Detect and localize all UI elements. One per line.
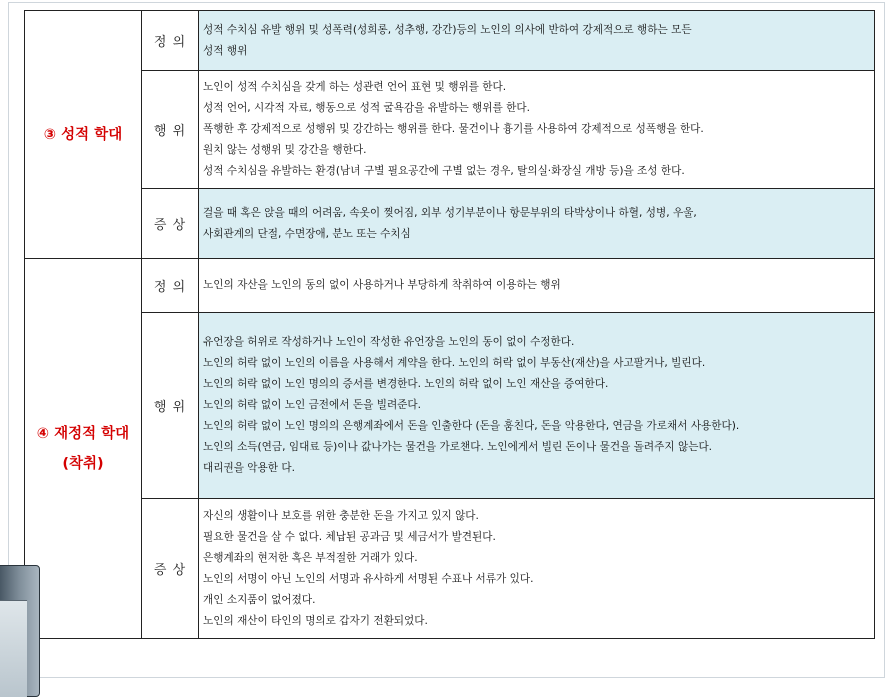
content-line: 노인의 허락 없이 노인 명의의 은행계좌에서 돈을 인출한다 (돈을 훔친다, 돈을 악용한다, 연금을 가로채서 사용한다).	[203, 420, 740, 432]
content-line: 노인의 자산을 노인의 동의 없이 사용하거나 부당하게 착취하여 이용하는 행위	[203, 279, 561, 291]
content-line: 노인의 서명이 아닌 노인의 서명과 유사하게 서명된 수표나 서류가 있다.	[203, 572, 534, 585]
window-content-pane	[0, 600, 27, 697]
content-line: 대리권을 악용한 다.	[203, 462, 295, 474]
category-sexual-abuse	[25, 11, 142, 259]
category-title: ③ 성적 학대	[43, 126, 123, 143]
background-window-fragment	[0, 565, 40, 697]
content-line: 성적 언어, 시각적 자료, 행동으로 성적 굴욕감을 유발하는 행위를 한다.	[203, 102, 530, 114]
table-row	[25, 313, 875, 499]
content-line: 노인의 허락 없이 노인 금전에서 돈을 빌려준다.	[203, 399, 422, 411]
behavior-content	[199, 71, 875, 189]
symptom-content	[199, 499, 875, 639]
row-label-behavior: 행 위	[142, 313, 199, 499]
content-line: 노인의 재산이 타인의 명의로 갑자기 전환되었다.	[203, 614, 428, 627]
table-row	[25, 71, 875, 189]
content-line: 걸을 때 혹은 앉을 때의 어려움, 속옷이 찢어짐, 외부 성기부분이나 항문부위의 타박상이나 하혈, 성병, 우울,	[203, 206, 697, 219]
symptom-content	[199, 189, 875, 259]
table-row	[25, 189, 875, 259]
content-line: 자신의 생활이나 보호를 위한 충분한 돈을 가지고 있지 않다.	[203, 509, 479, 522]
definition-content	[199, 11, 875, 71]
row-label-symptom: 증 상	[142, 189, 199, 259]
content-line: 은행계좌의 현저한 혹은 부적절한 거래가 있다.	[203, 551, 418, 564]
row-label-behavior: 행 위	[142, 71, 199, 189]
content-line: 노인이 성적 수치심을 갖게 하는 성관련 언어 표현 및 행위를 한다.	[203, 81, 507, 93]
row-label-symptom: 증 상	[142, 499, 199, 639]
row-label-definition: 정 의	[142, 259, 199, 313]
content-line: 노인의 허락 없이 노인 명의의 증서를 변경한다. 노인의 허락 없이 노인 재산을 증여한다.	[203, 378, 609, 390]
behavior-content	[199, 313, 875, 499]
category-subtitle: (착취)	[62, 455, 104, 472]
definition-content	[199, 259, 875, 313]
content-line: 노인의 소득(연금, 임대료 등)이나 값나가는 물건을 가로챈다. 노인에게서 빌린 돈이나 물건을 돌려주지 않는다.	[203, 441, 713, 453]
table-row	[25, 499, 875, 639]
table-row	[25, 259, 875, 313]
content-line: 유언장을 허위로 작성하거나 노인이 작성한 유언장을 노인의 동이 없이 수정한다.	[203, 336, 575, 348]
table-row	[25, 11, 875, 71]
category-financial-abuse	[25, 259, 142, 639]
content-line: 사회관계의 단절, 수면장애, 분노 또는 수치심	[203, 227, 411, 240]
content-line: 성적 행위	[203, 44, 248, 57]
abuse-type-table	[24, 10, 875, 639]
content-line: 성적 수치심을 유발하는 환경(남녀 구별 필요공간에 구별 없는 경우, 탈의실·화장실 개방 등)을 조성 한다.	[203, 165, 685, 177]
content-line: 노인의 허락 없이 노인의 이름을 사용해서 계약을 한다. 노인의 허락 없이 부동산(재산)을 사고팔거나, 빌린다.	[203, 357, 706, 369]
content-line: 원치 않는 성행위 및 강간을 행한다.	[203, 144, 367, 156]
content-line: 폭행한 후 강제적으로 성행위 및 강간하는 행위를 한다. 물건이나 흉기를 사용하여 강제적으로 성폭행을 한다.	[203, 123, 704, 135]
content-line: 필요한 물건을 살 수 없다. 체납된 공과금 및 세금서가 발견된다.	[203, 530, 496, 543]
row-label-definition: 정 의	[142, 11, 199, 71]
content-line: 성적 수치심 유발 행위 및 성폭력(성희롱, 성추행, 강간)등의 노인의 의사에 반하여 강제적으로 행하는 모든	[203, 23, 692, 36]
category-title: ④ 재정적 학대	[36, 425, 130, 442]
content-line: 개인 소지품이 없어졌다.	[203, 593, 316, 606]
